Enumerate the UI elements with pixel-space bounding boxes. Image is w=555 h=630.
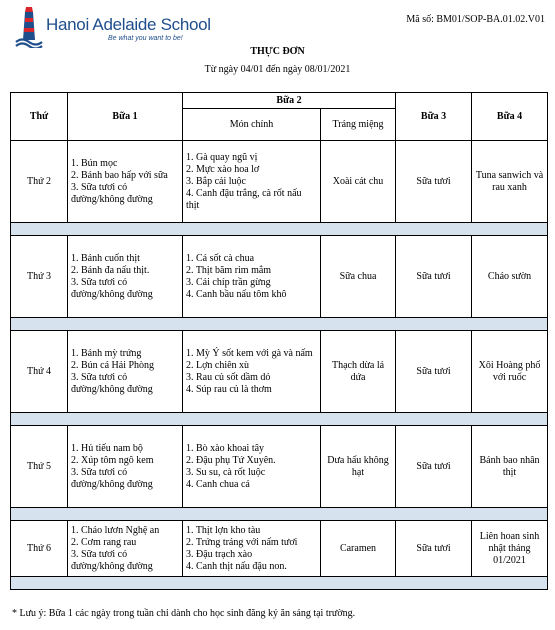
main-dish-item: 4. Canh chua cá (186, 478, 250, 490)
meal3-cell: Sữa tươi (396, 521, 472, 577)
main-dish-item: 1. Bò xào khoai tây (186, 442, 265, 454)
meal1-item: 2. Cơm rang rau (71, 536, 137, 548)
meal4-cell: Tuna sanwich và rau xanh (472, 141, 548, 223)
main-dish-item: 3. Cải chíp trần gừng (186, 276, 271, 288)
day-cell: Thứ 4 (11, 331, 68, 413)
page-title: THỰC ĐƠN (250, 46, 305, 57)
meal1-item: 2. Bánh đa nấu thịt. (71, 264, 150, 276)
row-separator (11, 318, 548, 331)
meal1-item: 1. Bánh cuốn thịt (71, 252, 140, 264)
meal1-item: 1. Bánh mỳ trứng (71, 347, 142, 359)
meal1-item: 3. Sữa tươi có đường/không đường (71, 466, 153, 490)
dessert-cell: Thạch dừa lá dứa (321, 331, 396, 413)
main-dish-cell (183, 236, 321, 318)
school-name: Hanoi Adelaide School (46, 15, 211, 34)
header-meal4: Bữa 4 (472, 93, 548, 141)
school-logo (14, 6, 214, 48)
main-dish-cell (183, 141, 321, 223)
table-row (11, 141, 548, 223)
row-separator (11, 508, 548, 521)
footnote: * Lưu ý: Bữa 1 các ngày trong tuần chỉ dành cho học sinh đăng ký ăn sáng tại trường. (12, 608, 356, 619)
lighthouse-icon (14, 6, 48, 48)
date-range: Từ ngày 04/01 đến ngày 08/01/2021 (204, 64, 351, 75)
main-dish-item: 3. Đậu trạch xào (186, 548, 253, 560)
meal3-cell: Sữa tươi (396, 331, 472, 413)
meal1-item: 3. Sữa tươi có đường/không đường (71, 548, 153, 572)
day-cell: Thứ 3 (11, 236, 68, 318)
main-dish-item: 3. Bắp cải luộc (186, 175, 246, 187)
dessert-cell: Xoài cát chu (321, 141, 396, 223)
main-dish-item: 3. Su su, cà rốt luộc (186, 466, 266, 478)
dessert-cell: Dưa hấu không hạt (321, 426, 396, 508)
main-dish-item: 1. Gà quay ngũ vị (186, 151, 258, 163)
meal1-item: 2. Bún cá Hải Phòng (71, 359, 155, 371)
main-dish-cell (183, 521, 321, 577)
meal1-item: 3. Sữa tươi có đường/không đường (71, 371, 153, 395)
header-main-dish: Món chính (183, 109, 321, 141)
table-row (11, 236, 548, 318)
meal4-cell: Bánh bao nhân thịt (472, 426, 548, 508)
header-dessert: Tráng miệng (321, 109, 396, 141)
document-code: Mã số: BM01/SOP-BA.01.02.V01 (406, 14, 545, 25)
main-dish-item: 3. Rau củ sốt dầm dỏ (186, 371, 271, 383)
main-dish-item: 4. Canh đậu trắng, cà rốt nấu thịt (186, 187, 302, 211)
main-dish-cell (183, 426, 321, 508)
meal1-cell (68, 236, 183, 318)
meal4-cell: Xôi Hoàng phố với ruốc (472, 331, 548, 413)
header-day: Thứ (11, 93, 68, 141)
main-dish-item: 2. Thịt băm rim mắm (186, 264, 272, 276)
header-meal1: Bữa 1 (68, 93, 183, 141)
dessert-cell: Caramen (321, 521, 396, 577)
main-dish-item: 1. Cá sốt cà chua (186, 252, 255, 264)
meal4-cell: Liên hoan sinh nhật tháng 01/2021 (472, 521, 548, 577)
meal1-cell (68, 331, 183, 413)
row-separator (11, 413, 548, 426)
school-slogan: Be what you want to be! (108, 35, 183, 42)
meal1-item: 1. Bún mọc (71, 157, 118, 169)
table-row (11, 426, 548, 508)
meal1-cell (68, 521, 183, 577)
meal3-cell: Sữa tươi (396, 426, 472, 508)
day-cell: Thứ 2 (11, 141, 68, 223)
header-meal2: Bữa 2 (183, 93, 396, 109)
main-dish-item: 4. Canh thịt nấu đậu non. (186, 560, 287, 572)
meal3-cell: Sữa tươi (396, 236, 472, 318)
main-dish-item: 4. Súp rau củ là thơm (186, 383, 272, 395)
main-dish-item: 2. Trứng tráng với nấm tươi (186, 536, 298, 548)
row-separator (11, 577, 548, 590)
main-dish-item: 2. Mực xào hoa lơ (186, 163, 260, 175)
dessert-cell: Sữa chua (321, 236, 396, 318)
meal1-item: 1. Cháo lươn Nghệ an (71, 524, 160, 536)
table-row (11, 521, 548, 577)
meal1-item: 3. Sữa tươi có đường/không đường (71, 276, 153, 300)
meal1-item: 2. Xúp tôm ngô kem (71, 454, 154, 466)
meal3-cell: Sữa tươi (396, 141, 472, 223)
menu-table (10, 92, 548, 590)
meal1-item: 1. Hủ tiếu nam bộ (71, 442, 143, 454)
main-dish-item: 2. Lợn chiên xù (186, 359, 250, 371)
meal1-cell (68, 141, 183, 223)
main-dish-cell (183, 331, 321, 413)
day-cell: Thứ 5 (11, 426, 68, 508)
main-dish-item: 1. Thịt lợn kho tàu (186, 524, 261, 536)
main-dish-item: 4. Canh bầu nấu tôm khô (186, 288, 287, 300)
row-separator (11, 223, 548, 236)
table-row (11, 331, 548, 413)
meal1-item: 2. Bánh bao hấp với sữa (71, 169, 168, 181)
header-meal3: Bữa 3 (396, 93, 472, 141)
meal1-cell (68, 426, 183, 508)
main-dish-item: 2. Đậu phụ Tứ Xuyên. (186, 454, 276, 466)
day-cell: Thứ 6 (11, 521, 68, 577)
meal1-item: 3. Sữa tươi có đường/không đường (71, 181, 153, 205)
main-dish-item: 1. Mỳ Ý sốt kem với gà và nấm (186, 347, 313, 359)
meal4-cell: Cháo sườn (472, 236, 548, 318)
